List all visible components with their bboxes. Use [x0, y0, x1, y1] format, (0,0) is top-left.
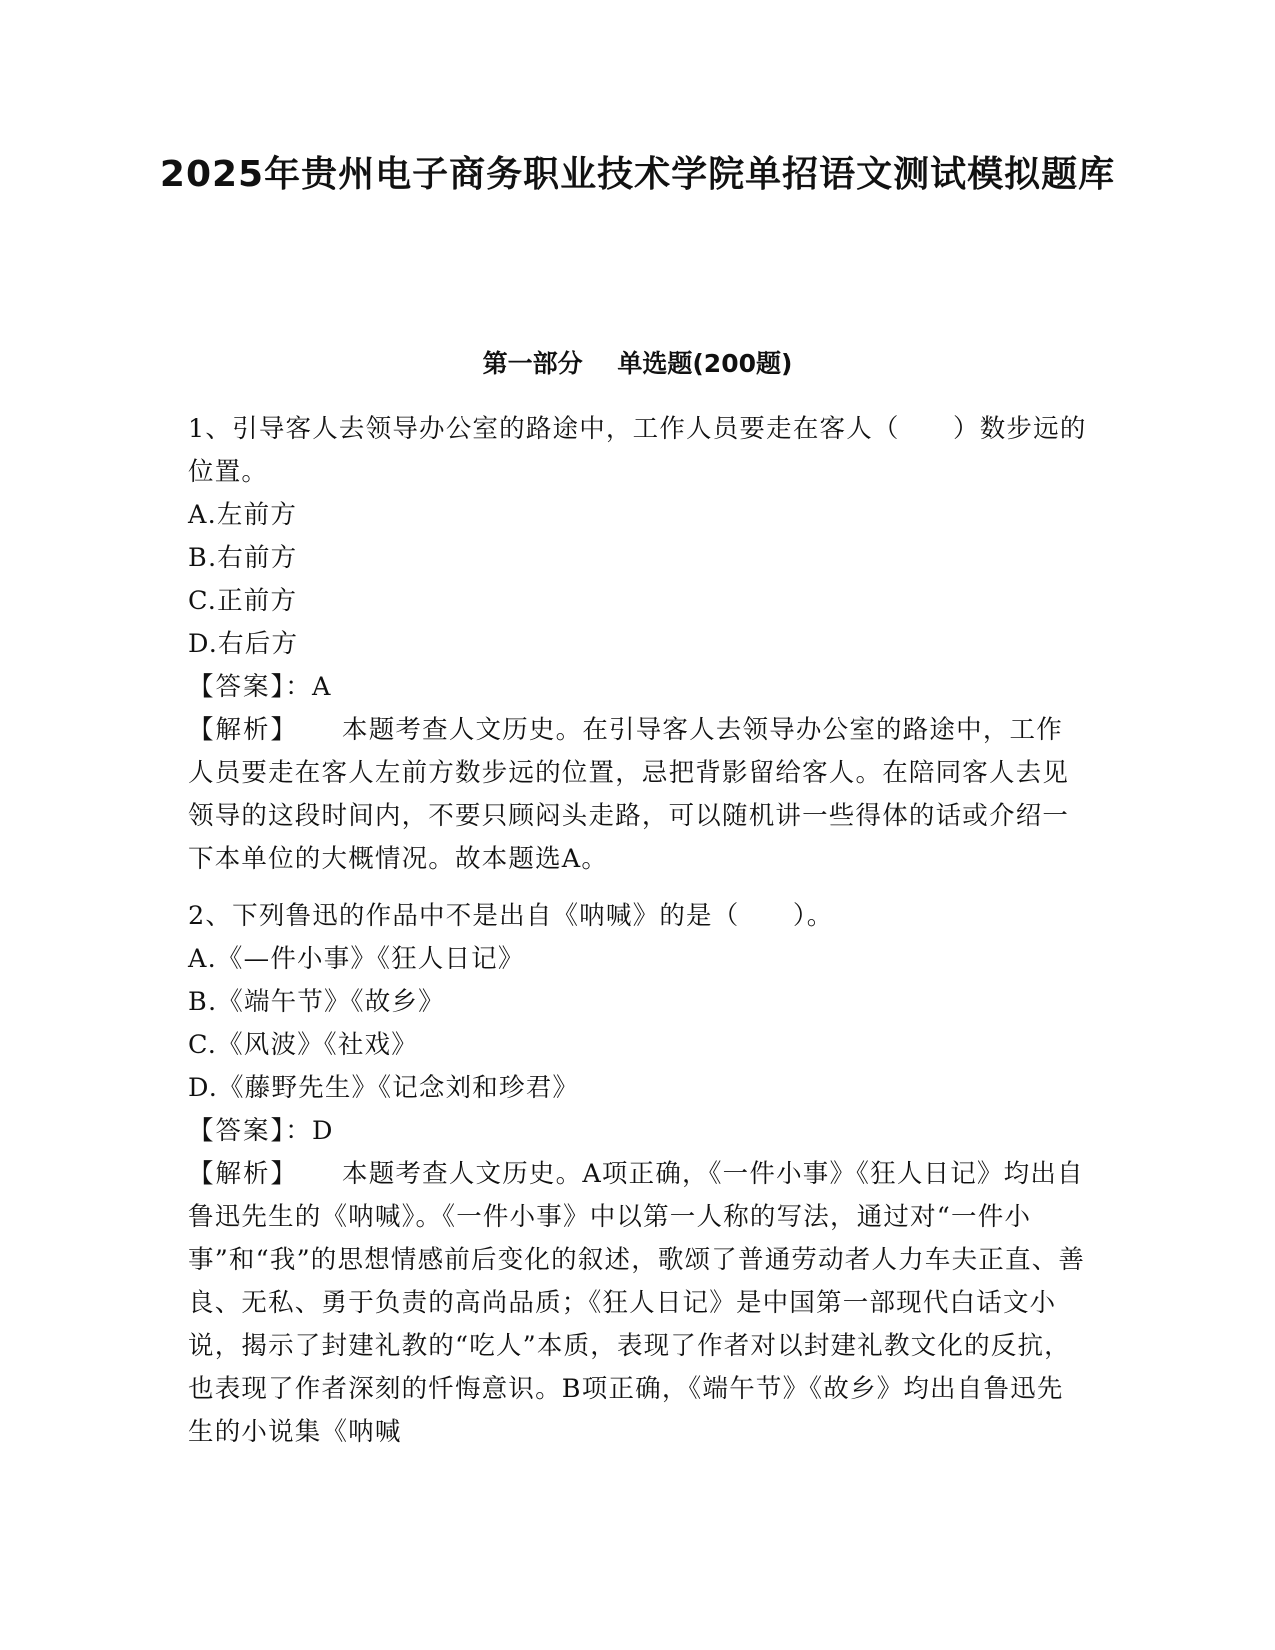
option-d: D.《藤野先生》《记念刘和珍君》 [188, 1073, 580, 1103]
analysis-paragraph [188, 709, 1088, 881]
analysis-text: 本题考查人文历史。A项正确，《一件小事》《狂人日记》均出自鲁迅先生的《呐喊》。《一件小事》中以第一人称的写法，通过对“一件小事”和“我”的思想情感前后变化的叙述，歌颂了普通劳动者人力车夫正直、善良、无私、勇于负责的高尚品质；《狂人日记》是中国第一部现代白话文小说，揭示了封建礼教的“吃人”本质，表现了作者对以封建礼教文化的反抗，也表现了作者深刻的忏悔意识。B项正确，《端午节》《故乡》均出自鲁迅先生的小说集《呐喊 [188, 1159, 1086, 1447]
question-stem: 1、引导客人去领导办公室的路途中，工作人员要走在客人（ ）数步远的位置。 [188, 414, 1087, 487]
option-b: B.右前方 [188, 543, 298, 573]
answer-value: D [311, 1116, 334, 1146]
option-d: D.右后方 [188, 629, 299, 659]
analysis-tag: 【解析】 [188, 1159, 299, 1189]
answer-line [188, 666, 1088, 709]
question-list [188, 408, 1088, 1468]
question-stem: 2、下列鲁迅的作品中不是出自《呐喊》的是（ ）。 [188, 901, 834, 931]
answer-tag: 【答案】 [188, 672, 286, 702]
document-title: 2025年贵州电子商务职业技术学院单招语文测试模拟题库 [159, 154, 1116, 195]
option-a: A.《—件小事》《狂人日记》 [188, 944, 525, 974]
question-item [188, 408, 1088, 881]
analysis-tag: 【解析】 [188, 715, 299, 745]
option-b: B.《端午节》《故乡》 [188, 987, 445, 1017]
answer-separator: ： [285, 1116, 312, 1146]
answer-value: A [311, 672, 332, 702]
option-c: C.正前方 [188, 586, 298, 616]
analysis-paragraph [188, 1153, 1088, 1454]
answer-line [188, 1110, 1088, 1153]
section-title: 第一部分 单选题(200题) [482, 349, 793, 378]
option-a: A.左前方 [188, 500, 298, 530]
question-item [188, 895, 1088, 1454]
analysis-text: 本题考查人文历史。在引导客人去领导办公室的路途中，工作人员要走在客人左前方数步远的位置，忌把背影留给客人。在陪同客人去见领导的这段时间内，不要只顾闷头走路，可以随机讲一些得体的话或介绍一下本单位的大概情况。故本题选A。 [188, 715, 1070, 874]
option-c: C.《风波》《社戏》 [188, 1030, 418, 1060]
answer-separator: ： [285, 672, 312, 702]
answer-tag: 【答案】 [188, 1116, 286, 1146]
